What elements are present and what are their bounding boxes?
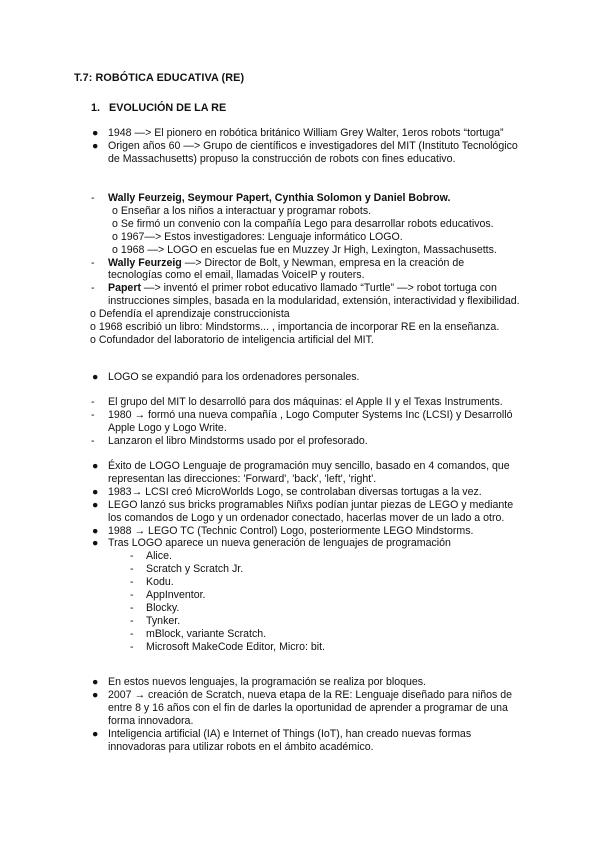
section-number: 1. — [91, 102, 101, 114]
dash-marker: - — [130, 589, 134, 602]
list-item — [0, 409, 600, 435]
list-item — [0, 486, 600, 499]
language-text: Kodu. — [146, 576, 174, 589]
bullet-icon: ● — [92, 498, 99, 511]
sub-item-text: 1968 escribió un libro: Mindstorms... , importancia de incorporar RE en la enseñanza. — [98, 321, 500, 334]
mit-list — [0, 396, 600, 448]
circle-marker: o — [112, 217, 118, 230]
sub-item-text: 1968 —> LOGO en escuelas fue en Muzzey Jr High, Lexington, Massachusetts. — [120, 243, 497, 256]
dash-marker: - — [130, 627, 134, 640]
language-item — [0, 563, 600, 576]
circle-marker: o — [112, 230, 118, 243]
pioneers-heading: Wally Feurzeig, Seymour Papert, Cynthia Solomon y Daniel Bobrow. — [108, 192, 451, 204]
list-item-text: 1988 → LEGO TC (Technic Control) Logo, posteriormente LEGO Mindstorms. — [108, 524, 474, 537]
document-title: T.7: ROBÓTICA EDUCATIVA (RE) — [74, 72, 245, 84]
circle-marker: o — [112, 243, 118, 256]
list-item-text: Inteligencia artificial (IA) e Internet of Things (IoT), han creado nuevas formas innovadoras para utilizar robots en el ámbito académico. — [108, 727, 472, 753]
list-item-text: Éxito de LOGO Lenguaje de programación muy sencillo, basado en 4 comandos, que representan las direcciones: 'Forward', 'back', 'left', 'right'. — [108, 460, 510, 485]
list-item-text: Tras LOGO aparece un nueva generación de lenguajes de programación — [108, 537, 451, 550]
language-item — [0, 576, 600, 589]
bullet-icon: ● — [92, 460, 99, 472]
list-item-text: Origen años 60 —> Grupo de científicos e investigadores del MIT (Instituto Tecnológico de Massachusetts) propuso la construcción de robots con fines educativo. — [108, 139, 518, 165]
sub-item — [112, 244, 600, 257]
person-name: Papert — [108, 282, 141, 295]
list-item — [0, 192, 600, 205]
language-item — [0, 602, 600, 615]
bullet-icon: ● — [92, 537, 99, 550]
final-list — [0, 676, 600, 753]
dash-marker: - — [130, 640, 134, 653]
language-text: Tynker. — [146, 614, 181, 627]
language-item — [0, 589, 600, 602]
dash-marker: - — [130, 601, 134, 614]
list-item-text: En estos nuevos lenguajes, la programación se realiza por bloques. — [108, 676, 427, 688]
bullet-icon: ● — [92, 676, 99, 688]
list-item — [0, 396, 600, 409]
person-name: Wally Feurzeig — [108, 256, 182, 269]
list-item — [0, 282, 600, 308]
list-item-text: LEGO lanzó sus bricks programables Niñxs podían juntar piezas de LEGO y mediante los comandos de Logo y un ordenador conectado, hacerlas mover de un lado a otro. — [108, 498, 514, 524]
language-text: AppInventor. — [146, 589, 206, 602]
list-item — [0, 127, 600, 140]
sub-item — [112, 205, 600, 218]
dash-marker: - — [130, 576, 134, 589]
language-text: Blocky. — [146, 601, 180, 614]
sub-item-text: Enseñar a los niños a interactuar y programar robots. — [120, 204, 372, 217]
bullet-icon: ● — [92, 139, 99, 152]
list-item-text: 1948 —> El pionero en robótica británico William Grey Walter, 1eros robots “tortuga” — [108, 127, 504, 139]
intro-list — [0, 127, 600, 166]
list-item-text: LOGO se expandió para los ordenadores personales. — [108, 371, 360, 383]
exito-list — [0, 460, 600, 654]
list-item — [0, 499, 600, 525]
circle-marker: o — [90, 321, 96, 334]
list-item-text: Lanzaron el libro Mindstorms usado por el profesorado. — [108, 434, 368, 447]
bullet-icon: ● — [92, 727, 99, 740]
language-item — [0, 641, 600, 654]
language-item — [0, 615, 600, 628]
language-text: mBlock, variante Scratch. — [146, 627, 267, 640]
list-item-text: 2007 → creación de Scratch, nueva etapa de la RE: Lenguaje diseñado para niños de entre 8 y 16 años con el fin de darles la oportunidad de aprender a programar de una forma innovadora. — [108, 688, 513, 727]
sub-item — [90, 308, 600, 321]
sub-item-text: 1967—> Estos investigadores: Lenguaje informático LOGO. — [120, 230, 403, 243]
list-item-text: 1983→ LCSI creó MicroWorlds Logo, se controlaban diversas tortugas a la vez. — [108, 485, 482, 498]
list-item — [0, 676, 600, 689]
list-item — [0, 460, 600, 486]
circle-marker: o — [112, 204, 118, 217]
list-item — [0, 525, 600, 538]
languages-list — [0, 550, 600, 653]
dash-marker: - — [91, 192, 95, 204]
sub-item-text: Cofundador del laboratorio de inteligencia artificial del MIT. — [98, 333, 374, 346]
dash-marker: - — [91, 256, 95, 269]
language-item — [0, 628, 600, 641]
bullet-icon: ● — [92, 485, 99, 498]
bullet-icon: ● — [92, 524, 99, 537]
language-text: Alice. — [146, 550, 172, 563]
list-item — [0, 371, 600, 384]
language-text: Microsoft MakeCode Editor, Micro: bit. — [146, 640, 325, 653]
list-item — [0, 257, 600, 283]
dash-marker: - — [91, 434, 95, 447]
bullet-icon: ● — [92, 127, 99, 139]
list-item — [0, 689, 600, 728]
person-desc: —> Director de Bolt, y Newman, empresa en la creación de tecnologías como el email, llamadas VoiceIP y routers. — [108, 256, 465, 282]
sub-item — [112, 218, 600, 231]
bullet-icon: ● — [92, 688, 99, 701]
person-desc: —> inventó el primer robot educativo llamado “Turtle” —> robot tortuga con instrucciones simples, basada en la modularidad, extensión, interactividad y flexibilidad. — [108, 282, 520, 308]
list-item — [0, 537, 600, 550]
sub-item — [112, 231, 600, 244]
logo-list — [0, 371, 600, 384]
circle-marker: o — [90, 308, 96, 321]
section-title: EVOLUCIÓN DE LA RE — [109, 102, 227, 114]
list-item-text: El grupo del MIT lo desarrolló para dos máquinas: el Apple II y el Texas Instruments. — [108, 396, 503, 408]
sub-item-text: Defendía el aprendizaje construccionista — [98, 308, 290, 321]
dash-marker: - — [130, 550, 134, 563]
list-item-text — [108, 282, 520, 308]
list-item — [0, 728, 600, 754]
dash-marker: - — [130, 563, 134, 576]
language-item — [0, 550, 600, 563]
pioneers-list — [0, 192, 600, 347]
list-item-text — [108, 257, 518, 283]
dash-marker: - — [91, 408, 95, 421]
section-heading — [91, 102, 226, 115]
sub-item — [90, 334, 600, 347]
list-item — [0, 140, 600, 166]
list-item-text: 1980 → formó una nueva compañía , Logo Computer Systems Inc (LCSI) y Desarrolló Apple Logo y Logo Write. — [108, 408, 513, 434]
circle-marker: o — [90, 333, 96, 346]
bullet-icon: ● — [92, 371, 99, 383]
dash-marker: - — [91, 282, 95, 295]
sub-item — [90, 321, 600, 334]
dash-marker: - — [130, 614, 134, 627]
sub-item-text: Se firmó un convenio con la compañía Lego para desarrollar robots educativos. — [120, 217, 494, 230]
dash-marker: - — [91, 396, 95, 408]
list-item — [0, 435, 600, 448]
language-text: Scratch y Scratch Jr. — [146, 563, 244, 576]
